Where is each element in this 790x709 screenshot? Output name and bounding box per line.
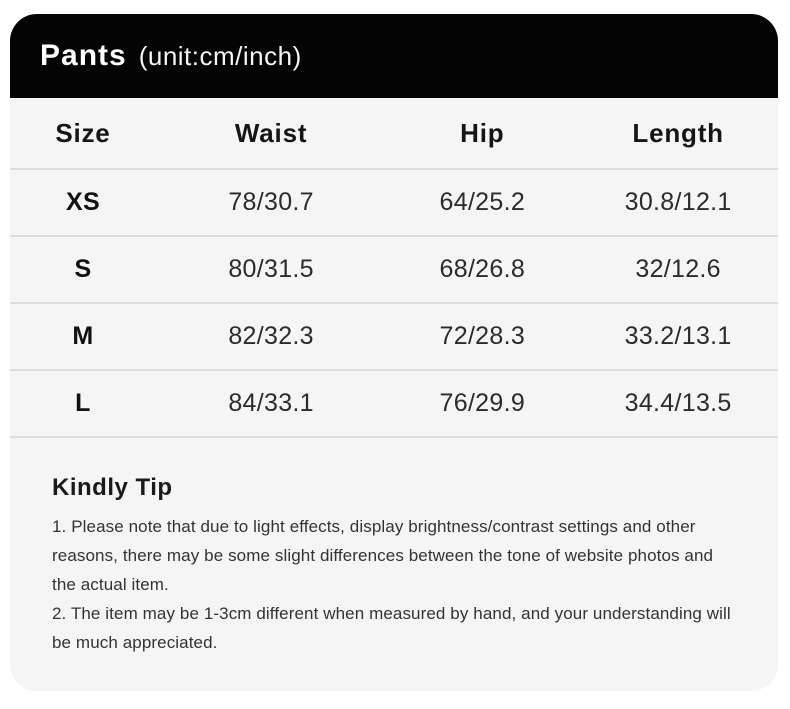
waist-value: 80/31.5	[228, 255, 314, 283]
table-row	[10, 170, 778, 237]
hip-value: 64/25.2	[439, 188, 526, 216]
tip-item-1: 1. Please note that due to light effects, display brightness/contrast settings and other reasons, there may be some slight differences between the tone of website photos and the actual item.	[52, 517, 714, 594]
length-value: 30.8/12.1	[624, 188, 732, 216]
kindly-tip-text	[52, 512, 732, 657]
size-value: M	[72, 322, 94, 350]
waist-value: 82/32.3	[228, 322, 314, 350]
kindly-tip-title: Kindly Tip	[52, 474, 173, 501]
table-row	[10, 371, 778, 438]
length-value: 33.2/13.1	[624, 322, 732, 350]
tip-item-2: 2. The item may be 1-3cm different when measured by hand, and your understanding will be much appreciated.	[52, 604, 731, 652]
size-chart-header	[10, 14, 778, 98]
length-value: 34.4/13.5	[624, 389, 732, 417]
product-category-title: Pants	[40, 39, 127, 72]
waist-value: 78/30.7	[228, 188, 314, 216]
hip-value: 72/28.3	[439, 322, 526, 350]
table-row	[10, 237, 778, 304]
column-header-length: Length	[632, 117, 724, 148]
hip-value: 68/26.8	[439, 255, 526, 283]
kindly-tip-section	[10, 438, 778, 657]
column-header-size: Size	[55, 117, 111, 148]
hip-value: 76/29.9	[439, 389, 526, 417]
table-header-row	[10, 98, 778, 170]
table-row	[10, 304, 778, 371]
waist-value: 84/33.1	[228, 389, 314, 417]
column-header-hip: Hip	[460, 117, 505, 148]
column-header-waist: Waist	[234, 117, 308, 148]
size-table	[10, 98, 778, 438]
size-value: L	[75, 389, 91, 417]
size-value: S	[74, 255, 92, 283]
size-chart-card	[10, 14, 778, 691]
size-value: XS	[65, 188, 100, 216]
length-value: 32/12.6	[635, 255, 721, 283]
unit-label: (unit:cm/inch)	[138, 40, 302, 71]
